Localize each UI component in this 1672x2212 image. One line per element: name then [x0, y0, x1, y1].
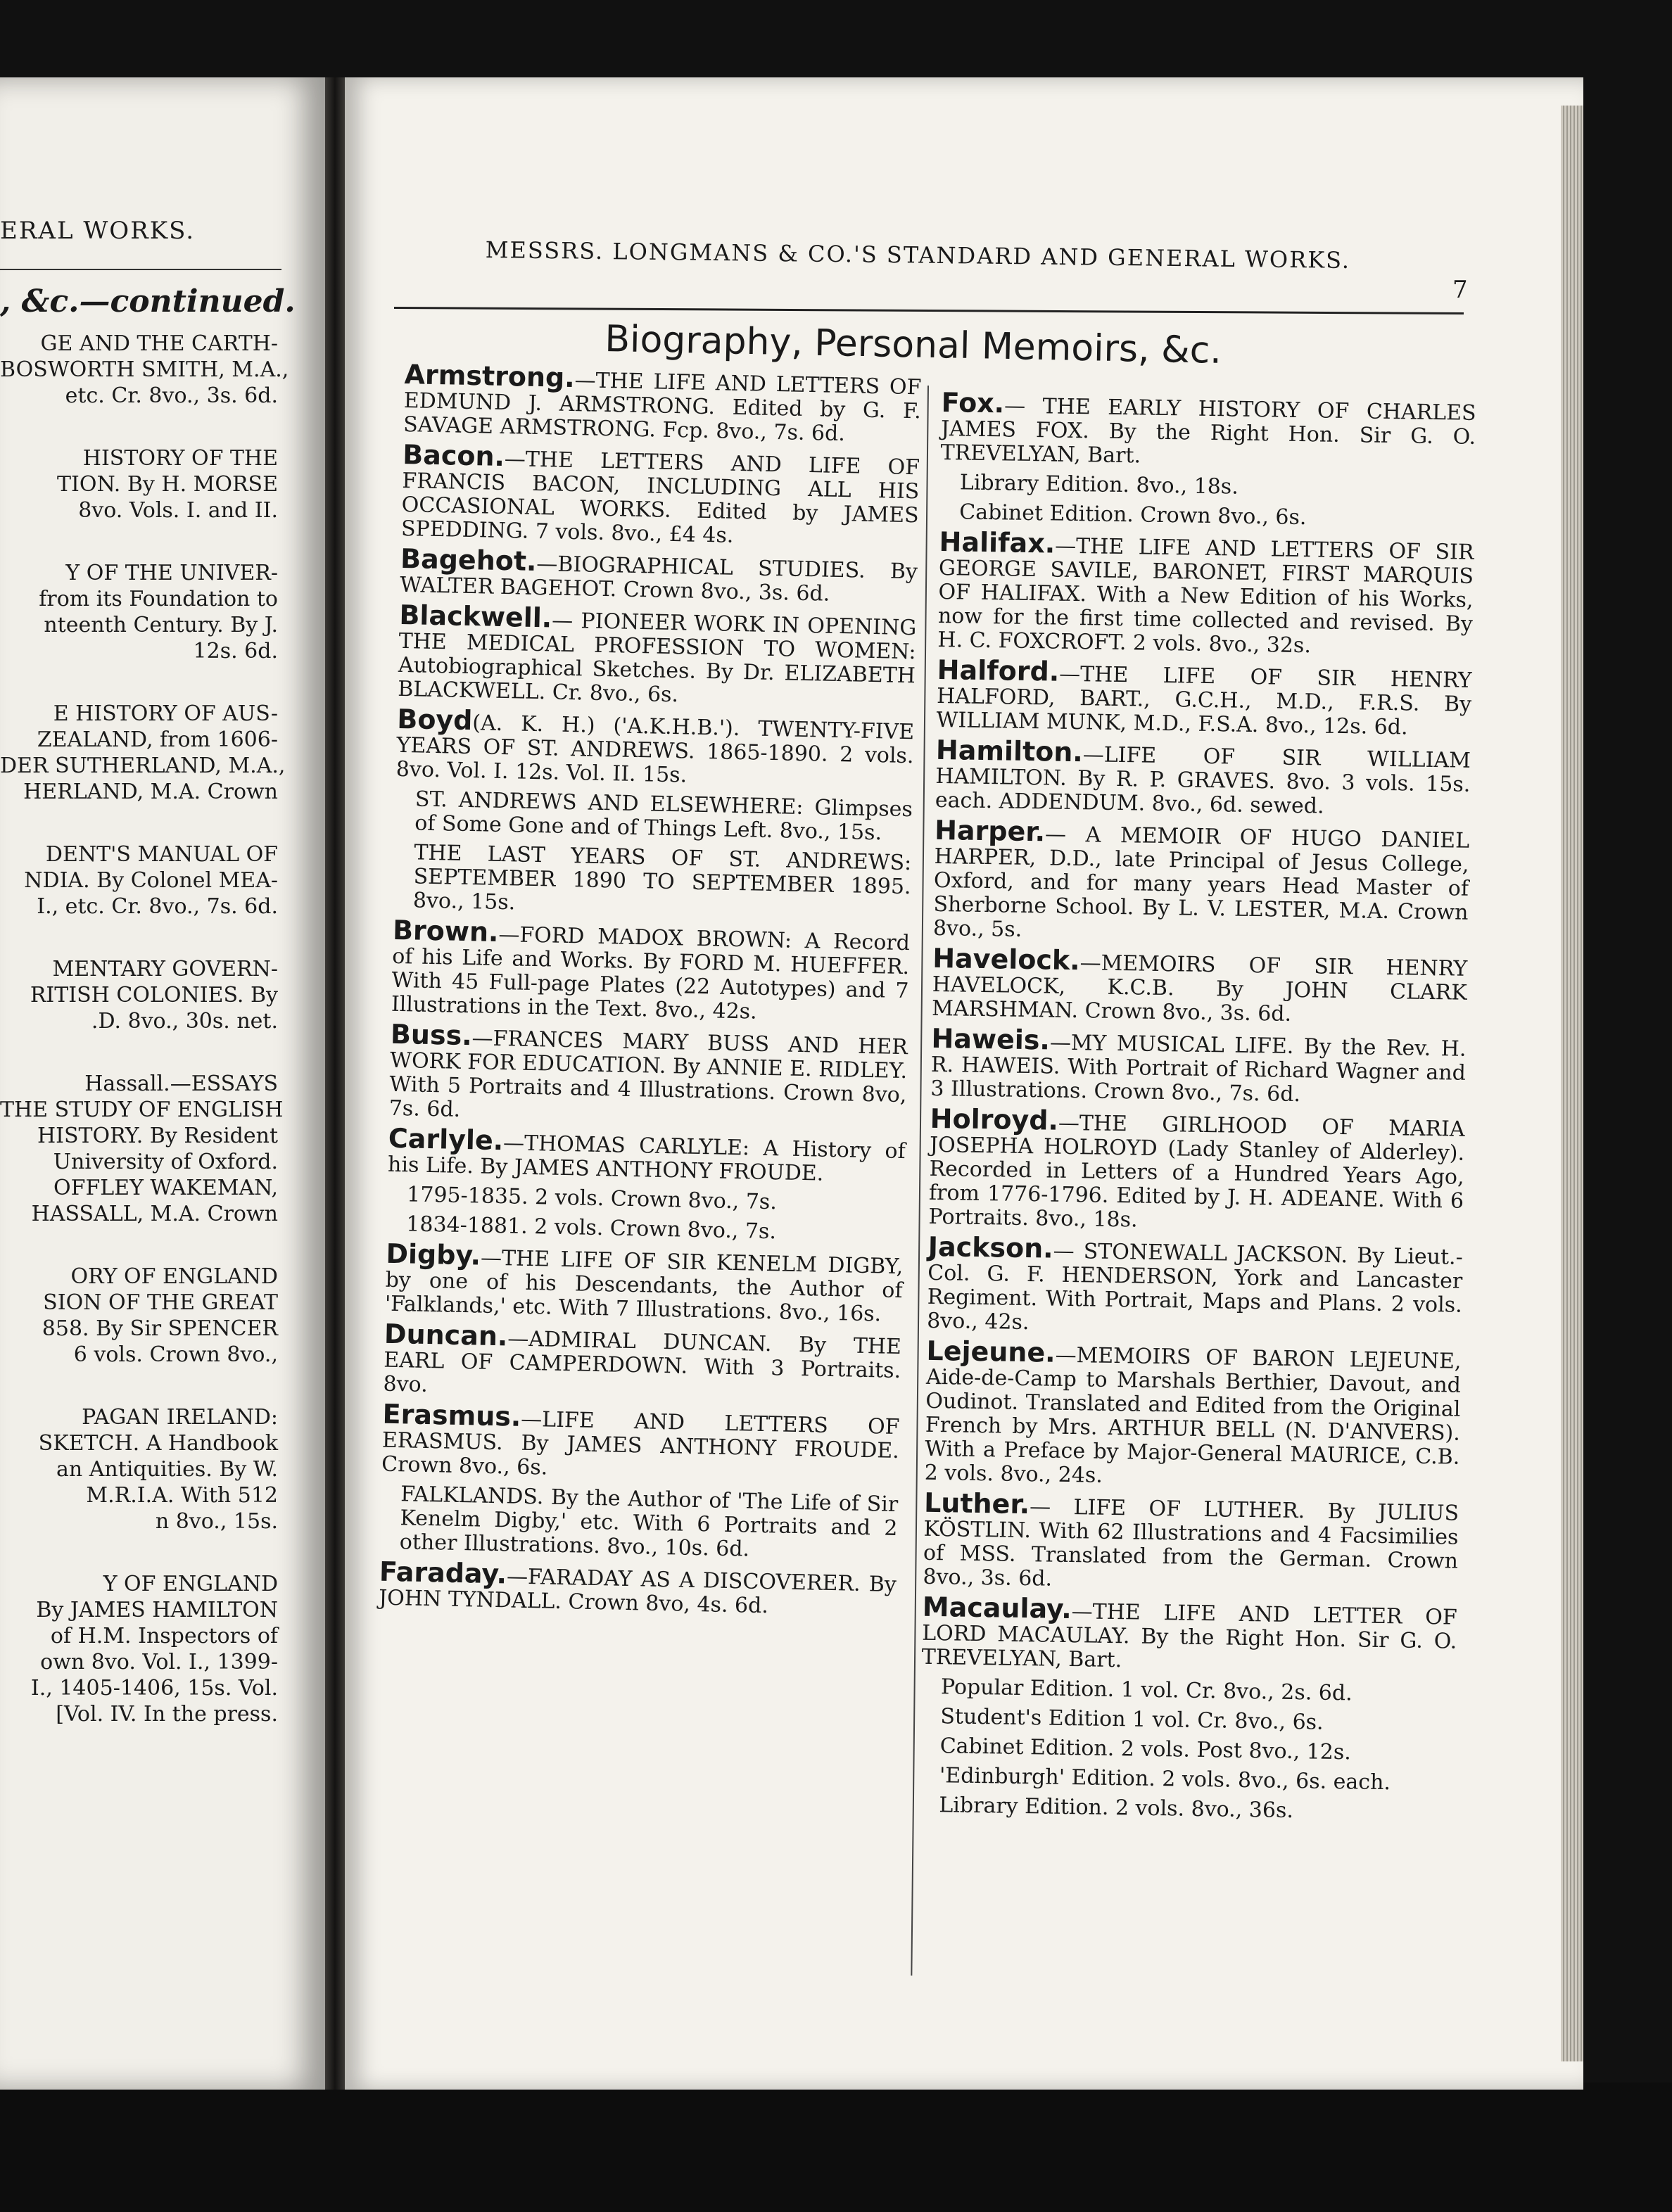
left-page-line: GE AND THE CARTH- — [40, 331, 278, 356]
catalogue-entry — [924, 1335, 1462, 1494]
entry-name: Halford. — [937, 654, 1060, 687]
catalogue-entry — [920, 1764, 1455, 1796]
entry-name: Bagehot. — [400, 542, 537, 577]
entry-text: —FARADAY AS A DISCOVERER. By JOHN TYNDALL. Crown 8vo, 4s. 6d. — [378, 1564, 897, 1619]
catalogue-entry — [930, 1022, 1467, 1110]
entry-text: 'Edinburgh' Edition. 2 vols. 8vo., 6s. each. — [939, 1763, 1391, 1795]
left-page-line — [0, 1227, 278, 1264]
entry-text: — LIFE OF LUTHER. By JULIUS KÖSTLIN. With 62 Illustrations and 4 Facsimilies of MSS. Translated from the German. Crown 8vo., 3s. 6d. — [923, 1494, 1459, 1591]
left-page-line: HISTORY. By Resident — [37, 1124, 278, 1148]
entry-name: Buss. — [390, 1018, 473, 1052]
entry-name: Holroyd. — [930, 1102, 1059, 1136]
catalogue-entry — [395, 703, 915, 792]
entry-text: Popular Edition. 1 vol. Cr. 8vo., 2s. 6d. — [940, 1674, 1353, 1706]
left-page-line: SKETCH. A Handbook — [38, 1431, 278, 1456]
entry-name: Harper. — [934, 814, 1046, 848]
entry-text: — STONEWALL JACKSON. By Lieut.-Col. G. F. HENDERSON, York and Lancaster Regiment. With Portrait, Maps and Plans. 2 vols. 8vo., 42s. — [926, 1238, 1464, 1335]
left-page-line: from its Foundation to — [39, 587, 278, 611]
entry-text: —MEMOIRS OF BARON LEJEUNE, Aide-de-Camp to Marshals Berthier, Davout, and Oudinot. Translated and Edited from the Original French by Mrs. ARTHUR BELL (N. D'ANVERS). With a Preface by Major-General MAURICE, C.B. 2 vols. 8vo., 24s. — [924, 1342, 1462, 1488]
left-page-line: of H.M. Inspectors of — [50, 1624, 278, 1648]
entry-name: Havelock. — [932, 942, 1081, 977]
entry-text: —FORD MADOX BROWN: A Record of his Life and Works. By FORD M. HUEFFER. With 45 Full-page Plates (22 Autotypes) and 7 Illustrations in the Text. 8vo., 42s. — [391, 922, 911, 1024]
catalogue-entry — [397, 599, 917, 712]
left-page-section: , &c.—continued. — [0, 284, 296, 319]
left-page-line: an Antiquities. By W. — [56, 1457, 278, 1482]
entry-text: —LIFE OF SIR WILLIAM HAMILTON. By R. P. GRAVES. 8vo. 3 vols. 15s. each. ADDENDUM. 8vo., 6d. sewed. — [935, 742, 1471, 819]
right-column — [919, 387, 1476, 1831]
catalogue-entry — [387, 1122, 906, 1188]
left-page-line: HASSALL, M.A. Crown — [31, 1202, 278, 1226]
entry-text: Library Edition. 2 vols. 8vo., 36s. — [939, 1793, 1294, 1824]
catalogue-entry — [378, 1556, 897, 1621]
catalogue-entry — [388, 1018, 908, 1131]
entry-name: Lejeune. — [926, 1335, 1056, 1368]
left-page-line: SION OF THE GREAT — [43, 1290, 278, 1315]
entry-name: Carlyle. — [388, 1122, 504, 1157]
book-background-right — [1583, 0, 1672, 2212]
left-page-line: Hassall.—ESSAYS — [84, 1072, 278, 1096]
entry-text: Student's Edition 1 vol. Cr. 8vo., 6s. — [940, 1704, 1324, 1735]
entry-text: —FRANCES MARY BUSS AND HER WORK FOR EDUCATION. By ANNIE E. RIDLEY. With 5 Portraits and 4 Illustrations. Crown 8vo, 7s. 6d. — [388, 1026, 908, 1122]
left-page-line: .D. 8vo., 30s. net. — [91, 1009, 278, 1034]
entry-text: 1795-1835. 2 vols. Crown 8vo., 7s. — [406, 1182, 778, 1215]
entry-text: Library Edition. 8vo., 18s. — [959, 470, 1239, 500]
catalogue-entry — [921, 1675, 1456, 1708]
entry-text: 1834-1881. 2 vols. Crown 8vo., 7s. — [405, 1212, 777, 1245]
left-page-line: MENTARY GOVERN- — [52, 957, 278, 981]
left-page-line — [0, 920, 278, 956]
entry-text: Cabinet Edition. Crown 8vo., 6s. — [959, 500, 1307, 530]
page-number: 7 — [1452, 276, 1468, 304]
entry-name: Jackson. — [927, 1231, 1054, 1264]
left-page-line: nteenth Century. By J. — [44, 613, 278, 637]
entry-name: Duncan. — [384, 1318, 508, 1352]
left-page-line: NDIA. By Colonel MEA- — [24, 868, 278, 893]
entry-text: — THE EARLY HISTORY OF CHARLES JAMES FOX. By the Right Hon. Sir G. O. TREVELYAN, Bart. — [940, 393, 1476, 469]
entry-text: —ADMIRAL DUNCAN. By THE EARL OF CAMPERDOWN. With 3 Portraits. 8vo. — [383, 1326, 902, 1397]
left-page-line — [0, 409, 278, 445]
entry-text: ST. ANDREWS AND ELSEWHERE: Glimpses of Some Gone and of Things Left. 8vo., 15s. — [414, 787, 913, 846]
entry-text: — A MEMOIR OF HUGO DANIEL HARPER, D.D., late Principal of Jesus College, Oxford, and for many years Head Master of Sherborne School. By L. V. LESTER, M.A. Crown 8vo., 5s. — [932, 822, 1470, 942]
left-page-line: DER SUTHERLAND, M.A., — [0, 754, 286, 778]
left-page — [0, 77, 325, 2090]
left-page-line: OFFLEY WAKEMAN, — [53, 1176, 278, 1200]
catalogue-entry — [395, 787, 913, 846]
entry-name: Bacon. — [402, 438, 505, 472]
left-page-line: ORY OF ENGLAND — [70, 1264, 278, 1289]
entry-name: Digby. — [386, 1238, 481, 1271]
catalogue-entry — [921, 1591, 1457, 1678]
entry-text: FALKLANDS. By the Author of 'The Life of Sir Kenelm Digby,' etc. With 6 Portraits and 2 other Illustrations. 8vo., 10s. 6d. — [399, 1482, 899, 1562]
entry-text: (A. K. H.) ('A.K.H.B.'). TWENTY-FIVE YEARS OF ST. ANDREWS. 1865-1890. 2 vols. 8vo. Vol. I. 12s. Vol. II. 15s. — [395, 711, 915, 788]
catalogue-entry — [919, 1793, 1454, 1826]
catalogue-entry — [400, 438, 920, 552]
page-edges — [1561, 106, 1583, 2061]
entry-name: Hamilton. — [935, 734, 1084, 768]
catalogue-entry — [923, 1487, 1459, 1598]
catalogue-entry — [926, 1231, 1464, 1342]
catalogue-entry — [940, 387, 1476, 473]
entry-text: —THE LIFE OF SIR HENRY HALFORD, BART., G.C.H., M.D., F.R.S. By WILLIAM MUNK, M.D., F.S.A. 8vo., 12s. 6d. — [936, 661, 1472, 740]
entry-text: —LIFE AND LETTERS OF ERASMUS. By JAMES ANTHONY FROUDE. Crown 8vo., 6s. — [381, 1406, 900, 1480]
catalogue-entry — [400, 542, 918, 608]
left-page-line: Y OF THE UNIVER- — [65, 561, 278, 585]
left-page-line: I., etc. Cr. 8vo., 7s. 6d. — [37, 894, 278, 919]
left-page-header: ERAL WORKS. — [0, 217, 196, 245]
catalogue-entry — [393, 841, 912, 923]
entry-text: —THE GIRLHOOD OF MARIA JOSEPHA HOLROYD (Lady Stanley of Alderley). Recorded in Letters of a Hundred Years Ago, from 1776-1796. Edited by J. H. ADEANE. With 6 Portraits. 8vo., 18s. — [928, 1110, 1465, 1233]
left-page-line — [0, 523, 278, 560]
catalogue-entry — [920, 1705, 1455, 1737]
left-page-line — [0, 1034, 278, 1071]
left-page-line: 12s. 6d. — [193, 639, 278, 663]
left-page-line: n 8vo., 15s. — [155, 1509, 278, 1534]
catalogue-entry — [928, 1102, 1465, 1238]
left-page-line: own 8vo. Vol. I., 1399- — [40, 1650, 278, 1674]
left-page-line: 8vo. Vols. I. and II. — [78, 498, 278, 523]
left-page-line: E HISTORY OF AUS- — [53, 701, 278, 726]
entry-text: —MY MUSICAL LIFE. By the Rev. H. R. HAWEIS. With Portrait of Richard Wagner and 3 Illustrations. Crown 8vo., 7s. 6d. — [930, 1030, 1467, 1107]
entry-text: —THOMAS CARLYLE: A History of his Life. By JAMES ANTHONY FROUDE. — [387, 1131, 906, 1186]
left-page-line: RITISH COLONIES. By — [30, 983, 278, 1008]
entry-name: Fox. — [941, 387, 1005, 419]
catalogue-entry — [937, 526, 1474, 661]
entry-text: —THE LETTERS AND LIFE OF FRANCIS BACON, INCLUDING ALL HIS OCCASIONAL WORKS. Edited by JAMES SPEDDING. 7 vols. 8vo., £4 4s. — [400, 447, 920, 548]
catalogue-entry — [932, 814, 1470, 949]
catalogue-entry — [387, 1183, 905, 1217]
left-page-line — [0, 1534, 278, 1571]
entry-name: Blackwell. — [399, 599, 552, 634]
left-page-line: By JAMES HAMILTON — [36, 1598, 278, 1622]
entry-name: Erasmus. — [382, 1398, 521, 1432]
book-background-top — [0, 0, 1672, 77]
left-page-line: THE STUDY OF ENGLISH — [0, 1098, 284, 1122]
left-page-line: M.R.I.A. With 512 — [86, 1483, 278, 1508]
entry-text: —THE LIFE AND LETTERS OF EDMUND J. ARMSTRONG. Edited by G. F. SAVAGE ARMSTRONG. Fcp. 8vo., 7s. 6d. — [403, 368, 922, 447]
catalogue-entry — [940, 471, 1475, 503]
left-page-line: [Vol. IV. In the press. — [56, 1702, 278, 1727]
catalogue-entry — [931, 942, 1468, 1029]
entry-text: Cabinet Edition. 2 vols. Post 8vo., 12s. — [939, 1734, 1352, 1765]
entry-text: —BIOGRAPHICAL STUDIES. By WALTER BAGEHOT. Crown 8vo., 3s. 6d. — [400, 551, 918, 606]
left-page-lines — [0, 331, 289, 1727]
left-page-line: University of Oxford. — [53, 1150, 278, 1174]
left-page-line — [0, 805, 278, 841]
entry-text: — PIONEER WORK IN OPENING THE MEDICAL PROFESSION TO WOMEN: Autobiographical Sketches. By Dr. ELIZABETH BLACKWELL. Cr. 8vo., 6s. — [397, 608, 917, 708]
entry-name: Halifax. — [939, 526, 1056, 559]
section-title: Biography, Personal Memoirs, &c. — [604, 318, 1222, 372]
left-page-line: PAGAN IRELAND: — [82, 1405, 278, 1430]
left-page-line: DENT'S MANUAL OF — [45, 842, 278, 867]
catalogue-entry — [384, 1238, 904, 1327]
book-background-bottom — [0, 2083, 1672, 2212]
left-page-line: TION. By H. MORSE — [57, 472, 278, 497]
entry-name: Brown. — [392, 914, 499, 948]
catalogue-entry — [936, 654, 1472, 741]
left-page-line: BOSWORTH SMITH, M.A., — [0, 357, 289, 382]
entry-text: —MEMOIRS OF SIR HENRY HAVELOCK, K.C.B. By JOHN CLARK MARSHMAN. Crown 8vo., 3s. 6d. — [931, 951, 1468, 1026]
left-page-line: HISTORY OF THE — [82, 446, 278, 471]
catalogue-entry — [383, 1318, 902, 1407]
entry-text: THE LAST YEARS OF ST. ANDREWS: SEPTEMBER 1890 TO SEPTEMBER 1895. 8vo., 15s. — [412, 840, 912, 915]
left-page-line — [0, 1368, 278, 1404]
catalogue-entry — [403, 359, 922, 447]
entry-name: Faraday. — [379, 1556, 507, 1590]
entry-name: Luther. — [923, 1487, 1030, 1520]
entry-name: Macaulay. — [922, 1591, 1072, 1625]
left-page-line: Y OF ENGLAND — [103, 1572, 278, 1596]
left-page-line: HERLAND, M.A. Crown — [23, 780, 278, 804]
catalogue-entry — [380, 1482, 899, 1565]
catalogue-entry — [935, 734, 1471, 821]
entry-text: —THE LIFE OF SIR KENELM DIGBY, by one of his Descendants, the Author of 'Falklands,' etc. With 7 Illustrations. 8vo., 16s. — [384, 1245, 904, 1327]
entry-text: —THE LIFE AND LETTER OF LORD MACAULAY. By the Right Hon. Sir G. O. TREVELYAN, Bart. — [921, 1599, 1457, 1673]
catalogue-entry — [381, 1398, 900, 1487]
catalogue-entry — [391, 914, 911, 1027]
left-page-line: 6 vols. Crown 8vo., — [73, 1342, 278, 1367]
entry-text: —THE LIFE AND LETTERS OF SIR GEORGE SAVILE, BARONET, FIRST MARQUIS OF HALIFAX. With a New Edition of his Works, now for the first time collected and revised. By H. C. FOXCROFT. 2 vols. 8vo., 32s. — [937, 533, 1474, 659]
entry-name: Boyd — [396, 703, 473, 737]
left-page-line: etc. Cr. 8vo., 3s. 6d. — [65, 383, 278, 408]
left-page-rule — [0, 269, 281, 270]
entry-name: Haweis. — [931, 1022, 1051, 1056]
running-head: MESSRS. LONGMANS & CO.'S STANDARD AND GENERAL WORKS. — [485, 236, 1351, 274]
left-page-line: 858. By Sir SPENCER — [42, 1316, 278, 1341]
entry-name: Armstrong. — [404, 359, 576, 394]
left-page-line: ZEALAND, from 1606- — [37, 727, 278, 752]
book-gutter — [325, 77, 345, 2090]
left-page-line: I., 1405-1406, 15s. Vol. — [30, 1676, 278, 1701]
left-page-line — [0, 664, 278, 701]
left-page-body — [0, 284, 296, 1727]
left-column — [378, 359, 922, 1627]
catalogue-entry — [920, 1734, 1455, 1767]
